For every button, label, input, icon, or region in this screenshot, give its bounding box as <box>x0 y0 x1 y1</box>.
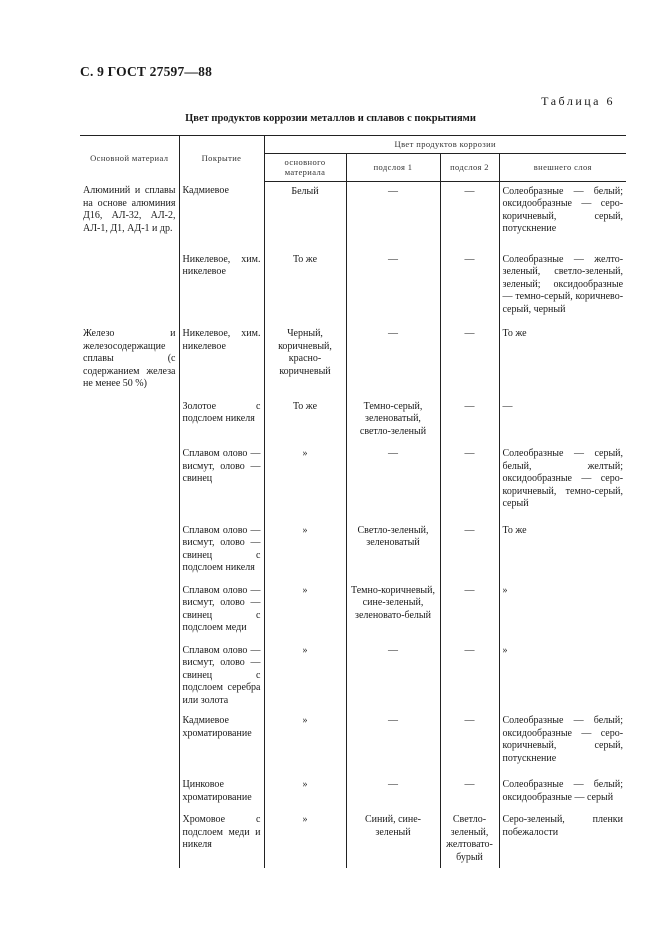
cell-coating: Никелевое, хим. никелевое <box>182 253 261 278</box>
cell-sublayer-1-color: — <box>388 644 398 656</box>
cell-outer-layer-color: » <box>502 644 508 656</box>
cell-base-material: Железо и железосодержащие сплавы (с содержанием железа не менее 50 %) <box>83 328 176 390</box>
cell-coating: Кадмиевое хроматирование <box>182 715 252 739</box>
cell-outer-layer-color: — <box>502 400 513 412</box>
cell-sublayer-1-color: Синий, сине-зеленый <box>365 814 421 838</box>
table-row <box>80 444 626 521</box>
table-row <box>80 775 626 810</box>
cell-sublayer-2-color: — <box>464 328 475 340</box>
cell-coating: Сплавом олово — висмут, олово — свинец <box>182 448 261 485</box>
cell-base-color: » <box>302 715 308 727</box>
cell-base-color: » <box>302 814 308 826</box>
cell-coating: Сплавом олово — висмут, олово — свинец с подслоем никеля <box>182 524 261 574</box>
cell-sublayer-2-color: — <box>464 400 475 412</box>
cell-sublayer-2-color: — <box>464 253 475 265</box>
table-row <box>80 181 626 250</box>
table-row <box>80 581 626 641</box>
cell-outer-layer-color: Серо-зеленый, пленки побежалости <box>502 814 624 838</box>
cell-coating: Золотое с подслоем никеля <box>182 400 261 425</box>
table-row <box>80 324 626 397</box>
cell-sublayer-2-color: — <box>464 584 475 596</box>
header-base-material: Основной материал <box>80 136 179 182</box>
cell-sublayer-2-color: — <box>464 524 475 536</box>
page-header: С. 9 ГОСТ 27597—88 <box>80 64 213 79</box>
cell-base-color: Черный, коричневый, красно-коричневый <box>278 328 332 377</box>
cell-outer-layer-color: То же <box>502 328 527 340</box>
header-base: основного материала <box>264 153 346 181</box>
table-label: Таблица 6 <box>541 94 615 108</box>
cell-sublayer-2-color: — <box>464 448 475 460</box>
cell-base-color: То же <box>292 253 318 265</box>
cell-coating: Сплавом олово — висмут, олово — свинец с подслоем меди <box>182 584 261 634</box>
cell-base-color: Белый <box>291 185 319 197</box>
cell-sublayer-1-color: — <box>388 715 398 727</box>
cell-sublayer-2-color: — <box>464 185 475 197</box>
corrosion-color-table <box>80 135 626 868</box>
cell-base-material: Алюминий и сплавы на основе алюминия Д16, АЛ-32, АЛ-2, АЛ-1, Д1, АД-1 и др. <box>83 185 176 234</box>
cell-coating: Никелевое, хим. никелевое <box>182 328 261 352</box>
table-row <box>80 810 626 868</box>
table-row <box>80 641 626 712</box>
cell-base-color: То же <box>292 400 318 412</box>
header-sublayer-1: подслоя 1 <box>346 153 440 181</box>
cell-sublayer-1-color: — <box>388 328 398 340</box>
cell-sublayer-1-color: — <box>388 253 398 265</box>
cell-sublayer-1-color: — <box>388 448 398 460</box>
cell-coating: Цинковое хроматирование <box>182 779 252 803</box>
header-corrosion-color: Цвет продуктов коррозии <box>264 136 626 154</box>
cell-base-color: » <box>302 448 308 460</box>
cell-outer-layer-color: Солеобразные — белый; оксидообразные — серый <box>502 779 624 803</box>
cell-coating: Хромовое с подслоем меди и никеля <box>182 814 261 851</box>
cell-base-color: » <box>302 524 308 536</box>
cell-sublayer-2-color: — <box>464 715 475 727</box>
cell-sublayer-1-color: — <box>388 185 398 197</box>
header-outer-layer: внешнего слоя <box>499 153 626 181</box>
cell-base-color: » <box>302 584 308 596</box>
cell-sublayer-2-color: — <box>464 779 475 791</box>
cell-sublayer-1-color: — <box>388 779 398 791</box>
cell-sublayer-1-color: Темно-серый, зеленоватый, светло-зеленый <box>359 400 427 437</box>
table-row <box>80 397 626 445</box>
cell-outer-layer-color: » <box>502 584 508 596</box>
cell-sublayer-2-color: — <box>464 644 475 656</box>
cell-outer-layer-color: Солеобразные — белый; оксидообразные — серо-коричневый, серый, потускнение <box>502 715 624 764</box>
table-row <box>80 711 626 775</box>
cell-coating: Сплавом олово — висмут, олово — свинец с подслоем серебра или золота <box>182 644 261 706</box>
table-row <box>80 521 626 581</box>
table-row <box>80 250 626 325</box>
cell-outer-layer-color: Солеобразные — белый; оксидообразные — серо-коричневый, серый, потускнение <box>502 185 624 235</box>
header-coating: Покрытие <box>179 136 264 182</box>
table-title: Цвет продуктов коррозии металлов и сплавов с покрытиями <box>185 113 476 124</box>
cell-sublayer-1-color: Светло-зеленый, зеленоватый <box>357 524 429 549</box>
cell-coating: Кадмиевое <box>182 185 229 197</box>
cell-base-color: » <box>302 779 308 791</box>
cell-sublayer-1-color: Темно-коричневый, сине-зеленый, зеленовато-белый <box>351 584 435 621</box>
cell-outer-layer-color: Солеобразные — серый, белый, желтый; оксидообразные — серо-коричневый, темно-серый, серый <box>502 448 624 510</box>
cell-sublayer-2-color: Светло-зеленый, желтовато-бурый <box>446 814 493 863</box>
cell-outer-layer-color: То же <box>502 524 527 536</box>
cell-base-color: » <box>302 644 308 656</box>
cell-outer-layer-color: Солеобразные — желто-зеленый, светло-зеленый, зеленый; оксидообразные — темно-серый, коричнево-серый, черный <box>502 253 624 315</box>
header-sublayer-2: подслоя 2 <box>440 153 499 181</box>
